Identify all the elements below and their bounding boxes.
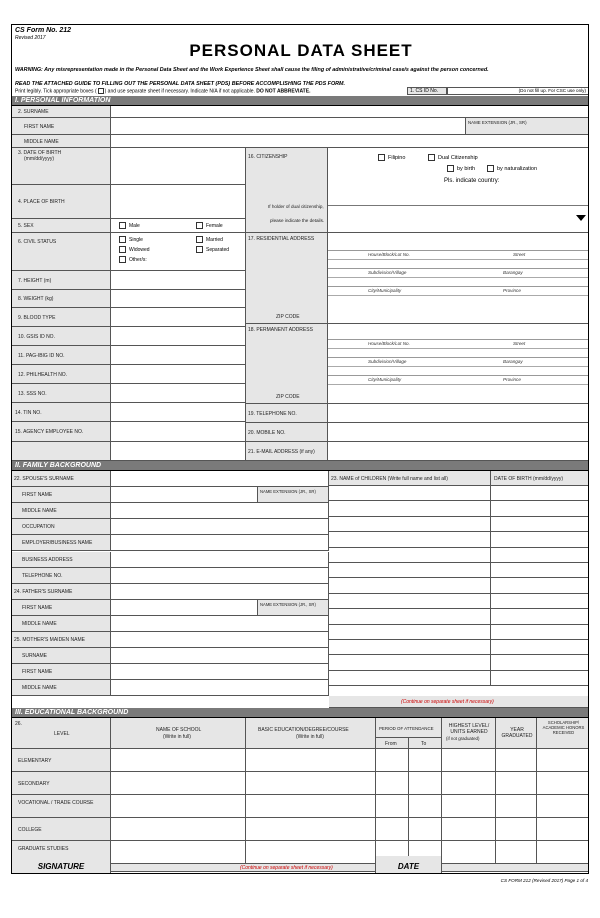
father-surname-label-text: 24. FATHER'S SURNAME: [14, 588, 73, 595]
pob-label: 4. PLACE OF BIRTH: [12, 185, 111, 219]
spouse-business-address-field[interactable]: [111, 552, 329, 568]
civil-married-option[interactable]: Married: [196, 236, 223, 243]
sss-field[interactable]: [111, 384, 246, 403]
child-dob-field[interactable]: [491, 640, 589, 655]
spouse-first-name-name-extension-text: NAME EXTENSION (JR., SR): [260, 489, 316, 495]
dual-by-naturalization-option[interactable]: by naturalization: [487, 165, 537, 172]
edu-highest-field[interactable]: [442, 772, 496, 795]
edu-to-field[interactable]: [409, 772, 442, 795]
spouse-first-name-label: [12, 487, 111, 503]
edu-from-header: From: [376, 738, 409, 749]
edu-from-field[interactable]: [376, 795, 409, 818]
first-name-field[interactable]: [111, 118, 466, 135]
mobile-label: 20. MOBILE NO.: [246, 423, 328, 442]
mobile-field[interactable]: [328, 423, 589, 442]
civil-separated-option[interactable]: Separated: [196, 246, 229, 253]
section-educational-background: III. EDUCATIONAL BACKGROUND: [12, 708, 589, 718]
edu-school-field[interactable]: [111, 795, 246, 818]
father-first-name-field[interactable]: [111, 600, 258, 616]
edu-from-field[interactable]: [376, 818, 409, 841]
sex-label: 5. SEX: [12, 219, 111, 233]
pds-form: [11, 24, 589, 874]
edu-honors-field[interactable]: [537, 818, 589, 841]
civil-others-option[interactable]: Other/s:: [119, 256, 147, 263]
indicate-country-label: Pls. indicate country:: [444, 178, 500, 184]
surname-label: 2. SURNAME: [12, 106, 111, 118]
edu-from-field[interactable]: [376, 749, 409, 772]
edu-to-field[interactable]: [409, 818, 442, 841]
tin-field[interactable]: [111, 403, 246, 422]
children-header: 23. NAME of CHILDREN (Write full name and list all): [329, 471, 491, 486]
spouse-first-name-name-extension[interactable]: [258, 487, 329, 503]
signature-label: SIGNATURE: [12, 856, 111, 873]
spouse-business-address-label-text: BUSINESS ADDRESS: [22, 556, 73, 563]
edu-course-field[interactable]: [246, 772, 376, 795]
mother-surname-field[interactable]: [111, 648, 329, 664]
surname-field[interactable]: [111, 106, 589, 118]
residential-address-label: 17. RESIDENTIAL ADDRESS ZIP CODE: [246, 233, 328, 324]
edu-honors-field[interactable]: [537, 749, 589, 772]
edu-course-field[interactable]: [246, 818, 376, 841]
cs-id-field[interactable]: (Do not fill up. For CSC use only): [447, 87, 589, 95]
child-dob-field[interactable]: [491, 625, 589, 640]
spouse-occupation-field[interactable]: [111, 519, 329, 535]
edu-level-text: ELEMENTARY: [18, 758, 52, 764]
citizenship-filipino-option[interactable]: Filipino: [378, 154, 405, 161]
spouse-telephone-field[interactable]: [111, 568, 329, 584]
edu-year-field[interactable]: [496, 818, 537, 841]
edu-from-field[interactable]: [376, 772, 409, 795]
section-family-background: II. FAMILY BACKGROUND: [12, 461, 589, 471]
children-dob-header: DATE OF BIRTH (mm/dd/yyyy): [491, 471, 589, 486]
mother-surname-label: [12, 648, 111, 664]
sex-options: [111, 219, 246, 233]
edu-level-text: GRADUATE STUDIES: [18, 846, 69, 852]
edu-period-header: PERIOD OF ATTENDANCE: [376, 718, 442, 738]
weight-field[interactable]: [111, 290, 246, 308]
father-first-name-label: [12, 600, 111, 616]
permanent-address-field[interactable]: House/Block/Lot No. Street Subdivision/Village Barangay City/Municipality Province: [328, 324, 589, 404]
edu-to-field[interactable]: [409, 749, 442, 772]
height-label: 7. HEIGHT (m): [12, 271, 111, 290]
spouse-surname-label-text: 22. SPOUSE'S SURNAME: [14, 476, 74, 482]
sex-male-option[interactable]: Male: [119, 222, 140, 229]
email-label: 21. E-MAIL ADDRESS (if any): [246, 442, 328, 461]
civil-single-option[interactable]: Single: [119, 236, 143, 243]
dob-field[interactable]: [111, 148, 246, 185]
child-dob-field[interactable]: [491, 501, 589, 516]
edu-year-header: YEAR GRADUATED: [496, 718, 537, 749]
child-name-field[interactable]: [329, 517, 491, 532]
spouse-first-name-field[interactable]: [111, 487, 258, 503]
form-number: CS Form No. 212: [15, 27, 72, 34]
edu-level-0: [12, 749, 111, 772]
form-revision: Revised 2017: [15, 35, 46, 41]
section-personal-info: I. PERSONAL INFORMATION: [12, 96, 589, 106]
father-first-name-name-extension-text: NAME EXTENSION (JR., SR): [260, 601, 316, 607]
spouse-business-address-label: [12, 552, 111, 568]
citizenship-dual-option[interactable]: Dual Citizenship: [428, 154, 478, 161]
child-dob-field[interactable]: [491, 532, 589, 547]
spouse-middle-name-field[interactable]: [111, 503, 329, 519]
father-surname-field[interactable]: [111, 584, 329, 600]
mother-middle-name-label-text: MIDDLE NAME: [22, 685, 57, 692]
child-name-field[interactable]: [329, 563, 491, 578]
mother-middle-name-field[interactable]: [111, 680, 329, 696]
citizenship-options: [328, 148, 589, 233]
blood-type-field[interactable]: [111, 308, 246, 327]
page-footer: CS FORM 212 (Revised 2017) Page 1 of 4: [500, 878, 588, 883]
edu-school-field[interactable]: [111, 772, 246, 795]
warning-text: WARNING: Any misrepresentation made in the Personal Data Sheet and the Work Experience Sheet shall cause the filing of administrative/criminal case/s against the person concerned.: [15, 67, 489, 73]
tin-label: 14. TIN NO.: [12, 403, 111, 422]
edu-continue-note: (Continue on separate sheet if necessary): [12, 864, 589, 872]
edu-highest-field[interactable]: [442, 795, 496, 818]
edu-honors-header: SCHOLARSHIP/ ACADEMIC HONORS RECEIVED: [537, 718, 589, 749]
edu-level-3: [12, 818, 111, 841]
father-middle-name-label-text: MIDDLE NAME: [22, 620, 57, 627]
agency-spacer-field: [111, 442, 246, 461]
sss-label: 13. SSS NO.: [12, 384, 111, 403]
mother-surname-label-text: SURNAME: [22, 653, 48, 660]
child-name-field[interactable]: [329, 609, 491, 624]
cs-id-label: 1. CS ID No.: [407, 87, 447, 95]
child-name-field[interactable]: [329, 625, 491, 640]
spouse-surname-label: [12, 471, 111, 487]
tick-sample-box: [98, 88, 104, 94]
child-dob-field[interactable]: [491, 486, 589, 501]
child-dob-field[interactable]: [491, 548, 589, 563]
edu-course-field[interactable]: [246, 795, 376, 818]
agency-spacer: [12, 442, 111, 461]
weight-label: 8. WEIGHT (kg): [12, 290, 111, 308]
middle-name-field[interactable]: [111, 135, 589, 148]
child-dob-field[interactable]: [491, 578, 589, 593]
mother-first-name-field[interactable]: [111, 664, 329, 680]
agency-no-label: 15. AGENCY EMPLOYEE NO.: [12, 422, 111, 442]
spouse-employer-field[interactable]: [111, 535, 329, 551]
guide-text: READ THE ATTACHED GUIDE TO FILLING OUT THE PERSONAL DATA SHEET (PDS) BEFORE ACCOMPLISHING THE PDS FORM.: [15, 81, 346, 87]
gsis-label: 10. GSIS ID NO.: [12, 327, 111, 346]
edu-level-header: 26. LEVEL: [12, 718, 111, 749]
telephone-label: 19. TELEPHONE NO.: [246, 404, 328, 423]
edu-honors-field[interactable]: [537, 795, 589, 818]
child-dob-field[interactable]: [491, 517, 589, 532]
mother-maiden-name-label-text: 25. MOTHER'S MAIDEN NAME: [14, 637, 85, 643]
country-dropdown-icon[interactable]: [576, 215, 586, 221]
child-dob-field[interactable]: [491, 671, 589, 686]
spouse-occupation-label: [12, 519, 111, 535]
child-name-field[interactable]: [329, 655, 491, 670]
father-middle-name-field[interactable]: [111, 616, 329, 632]
child-name-field[interactable]: [329, 548, 491, 563]
father-first-name-name-extension[interactable]: [258, 600, 329, 616]
agency-no-field[interactable]: [111, 422, 246, 442]
child-name-field[interactable]: [329, 594, 491, 609]
child-dob-field[interactable]: [491, 609, 589, 624]
edu-level-text: SECONDARY: [18, 781, 50, 787]
edu-year-field[interactable]: [496, 772, 537, 795]
edu-level-text: COLLEGE: [18, 827, 42, 833]
edu-level-text: VOCATIONAL / TRADE COURSE: [18, 800, 94, 806]
civil-status-options: [111, 233, 246, 271]
signature-row: [11, 856, 589, 874]
edu-school-header: NAME OF SCHOOL (Write in full): [111, 718, 246, 749]
mother-maiden-name-field[interactable]: [111, 632, 329, 648]
date-label: DATE: [376, 856, 442, 873]
spouse-middle-name-label: [12, 503, 111, 519]
edu-honors-field[interactable]: [537, 772, 589, 795]
edu-to-header: To: [409, 738, 442, 749]
spouse-first-name-label-text: FIRST NAME: [22, 492, 53, 499]
telephone-field[interactable]: [328, 404, 589, 423]
father-middle-name-label: [12, 616, 111, 632]
child-dob-field[interactable]: [491, 655, 589, 670]
edu-year-field[interactable]: [496, 749, 537, 772]
spouse-middle-name-label-text: MIDDLE NAME: [22, 508, 57, 515]
family-continue-note: (Continue on separate sheet if necessary): [329, 696, 589, 708]
mother-middle-name-label: [12, 680, 111, 696]
spouse-telephone-label-text: TELEPHONE NO.: [22, 572, 63, 579]
page-title: PERSONAL DATA SHEET: [189, 41, 413, 60]
middle-name-label: MIDDLE NAME: [12, 135, 111, 148]
permanent-address-label: 18. PERMANENT ADDRESS ZIP CODE: [246, 324, 328, 404]
citizenship-label: 16. CITIZENSHIP If holder of dual citizenship, please indicate the details.: [246, 148, 328, 233]
height-field[interactable]: [111, 271, 246, 290]
edu-school-field[interactable]: [111, 749, 246, 772]
print-instructions: Print legibly. Tick appropriate boxes ( ) and use separate sheet if necessary. Indicate N/A if not applicable. DO NOT ABBREVIATE.: [15, 88, 311, 95]
child-name-field[interactable]: [329, 640, 491, 655]
father-first-name-label-text: FIRST NAME: [22, 604, 53, 611]
name-extension-field[interactable]: NAME EXTENSION (JR., SR): [466, 118, 589, 135]
edu-highest-field[interactable]: [442, 818, 496, 841]
signature-field[interactable]: [111, 856, 376, 873]
child-dob-field[interactable]: [491, 594, 589, 609]
date-field[interactable]: [442, 856, 589, 873]
first-name-label: FIRST NAME: [12, 118, 111, 135]
philhealth-label: 12. PHILHEALTH NO.: [12, 365, 111, 384]
civil-widowed-option[interactable]: Widowed: [119, 246, 150, 253]
philhealth-field[interactable]: [111, 365, 246, 384]
edu-to-field[interactable]: [409, 795, 442, 818]
pagibig-label: 11. PAG-IBIG ID NO.: [12, 346, 111, 365]
residential-address-field[interactable]: House/Block/Lot No. Street Subdivision/Village Barangay City/Municipality Province: [328, 233, 589, 324]
dob-label: 3. DATE OF BIRTH (mm/dd/yyyy): [12, 148, 111, 185]
edu-highest-header: HIGHEST LEVEL/ UNITS EARNED (if not graduated): [442, 718, 496, 749]
spouse-occupation-label-text: OCCUPATION: [22, 524, 55, 531]
spouse-telephone-label: [12, 568, 111, 584]
child-dob-field[interactable]: [491, 563, 589, 578]
pagibig-field[interactable]: [111, 346, 246, 365]
email-field[interactable]: [328, 442, 589, 461]
spouse-surname-field[interactable]: [111, 471, 329, 487]
child-name-field[interactable]: [329, 671, 491, 686]
child-name-field[interactable]: [329, 486, 491, 501]
civil-status-label: 6. CIVIL STATUS: [12, 233, 111, 271]
mother-maiden-name-label: [12, 632, 111, 648]
edu-course-header: BASIC EDUCATION/DEGREE/COURSE (Write in full): [246, 718, 376, 749]
mother-first-name-label-text: FIRST NAME: [22, 669, 53, 676]
edu-level-1: [12, 772, 111, 795]
edu-level-2: [12, 795, 111, 818]
edu-school-field[interactable]: [111, 818, 246, 841]
dual-by-birth-option[interactable]: by birth: [447, 165, 475, 172]
pob-field[interactable]: [111, 185, 246, 219]
spouse-employer-label-text: EMPLOYER/BUSINESS NAME: [22, 540, 93, 547]
sex-female-option[interactable]: Female: [196, 222, 223, 229]
edu-year-field[interactable]: [496, 795, 537, 818]
mother-first-name-label: [12, 664, 111, 680]
father-surname-label: [12, 584, 111, 600]
gsis-field[interactable]: [111, 327, 246, 346]
child-name-field[interactable]: [329, 578, 491, 593]
child-name-field[interactable]: [329, 532, 491, 547]
spouse-employer-label: [12, 535, 111, 551]
edu-course-field[interactable]: [246, 749, 376, 772]
child-name-field[interactable]: [329, 501, 491, 516]
edu-highest-field[interactable]: [442, 749, 496, 772]
blood-type-label: 9. BLOOD TYPE: [12, 308, 111, 327]
